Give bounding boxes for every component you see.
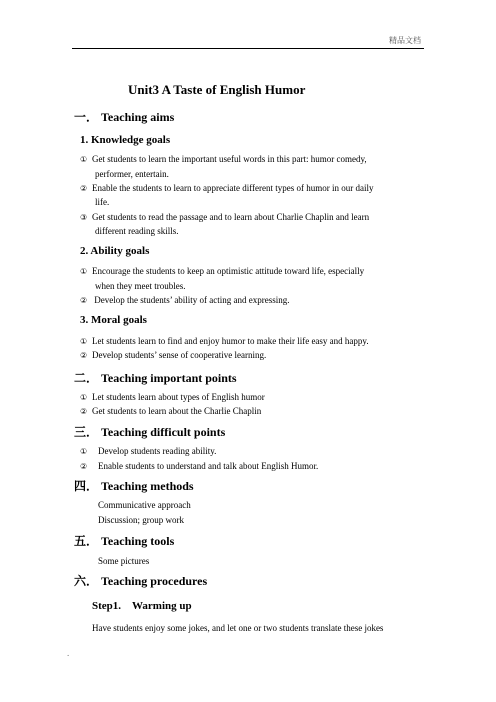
- method-discussion: Discussion; group work: [98, 515, 184, 525]
- moral-goals-heading: 3. Moral goals: [80, 314, 147, 326]
- item-text: Enable students to understand and talk about English Humor.: [98, 461, 319, 471]
- moral-item-1: [80, 336, 369, 346]
- section-label: Teaching important points: [101, 371, 237, 385]
- section-number: 一．: [74, 110, 99, 124]
- difficult-item-2: [80, 461, 318, 471]
- header-divider: [72, 48, 424, 49]
- item-text: Enable the students to learn to appreciate different types of humor in our daily: [92, 183, 374, 193]
- header-tag: 精品文档: [389, 36, 421, 45]
- section-number: 二．: [74, 371, 99, 385]
- item-marker: ①: [80, 337, 88, 346]
- section-label: Teaching methods: [101, 479, 194, 493]
- section-number: 五．: [74, 534, 99, 548]
- item-text: Encourage the students to keep an optimistic attitude toward life, especially: [92, 266, 365, 276]
- knowledge-item-3: [80, 212, 369, 222]
- knowledge-goals-heading: 1. Knowledge goals: [80, 134, 171, 146]
- item-marker: ①: [80, 267, 88, 276]
- knowledge-item-1: [80, 154, 367, 164]
- knowledge-item-3-cont: different reading skills.: [95, 226, 179, 236]
- section-label: Teaching difficult points: [101, 425, 226, 439]
- section-teaching-procedures: [74, 572, 207, 589]
- section-teaching-tools: [74, 532, 174, 549]
- item-text: Get students to read the passage and to learn about Charlie Chaplin and learn: [92, 212, 370, 222]
- item-marker: ②: [80, 351, 88, 360]
- method-communicative: Communicative approach: [98, 500, 191, 510]
- step-title: Warming up: [132, 600, 192, 612]
- section-teaching-aims: [74, 108, 174, 125]
- item-text: Develop students reading ability.: [98, 446, 217, 456]
- item-marker: ①: [80, 393, 88, 402]
- tool-pictures: Some pictures: [98, 556, 150, 566]
- section-important-points: [74, 369, 237, 386]
- item-text: Get students to learn about the Charlie Chaplin: [92, 406, 262, 416]
- step-1-heading: [92, 600, 192, 612]
- section-number: 三．: [74, 425, 99, 439]
- item-marker: ②: [80, 462, 88, 471]
- difficult-item-1: [80, 446, 216, 456]
- section-teaching-methods: [74, 477, 194, 494]
- ability-goals-heading: 2. Ability goals: [80, 245, 150, 257]
- item-marker: ②: [80, 296, 88, 305]
- section-difficult-points: [74, 423, 225, 440]
- knowledge-item-2: [80, 183, 374, 193]
- step-number: Step1.: [92, 600, 122, 612]
- document-title: Unit3 A Taste of English Humor: [128, 82, 306, 97]
- step-1-text: Have students enjoy some jokes, and let one or two students translate these jokes: [92, 623, 384, 633]
- ability-item-1-cont: when they meet troubles.: [95, 281, 186, 291]
- section-number: 六．: [74, 574, 99, 588]
- item-text: Develop students’ sense of cooperative learning.: [92, 350, 267, 360]
- item-marker: ③: [80, 213, 88, 222]
- important-item-1: [80, 392, 265, 402]
- item-text: Let students learn to find and enjoy humor to make their life easy and happy.: [92, 336, 369, 346]
- ability-item-1: [80, 266, 364, 276]
- ability-item-2: [80, 295, 290, 305]
- item-marker: ①: [80, 155, 88, 164]
- knowledge-item-1-cont: performer, entertain.: [95, 169, 169, 179]
- item-marker: ①: [80, 447, 88, 456]
- knowledge-item-2-cont: life.: [95, 197, 110, 207]
- item-marker: ②: [80, 184, 88, 193]
- moral-item-2: [80, 350, 266, 360]
- section-label: Teaching procedures: [101, 574, 208, 588]
- important-item-2: [80, 406, 261, 416]
- item-text: Let students learn about types of English humor: [92, 392, 265, 402]
- section-number: 四．: [74, 479, 99, 493]
- item-marker: ②: [80, 407, 88, 416]
- footer-mark: .: [67, 648, 70, 658]
- item-text: Get students to learn the important useful words in this part: humor comedy,: [92, 154, 367, 164]
- section-label: Teaching tools: [101, 534, 175, 548]
- section-label: Teaching aims: [101, 110, 175, 124]
- item-text: Develop the students’ ability of acting and expressing.: [92, 295, 290, 305]
